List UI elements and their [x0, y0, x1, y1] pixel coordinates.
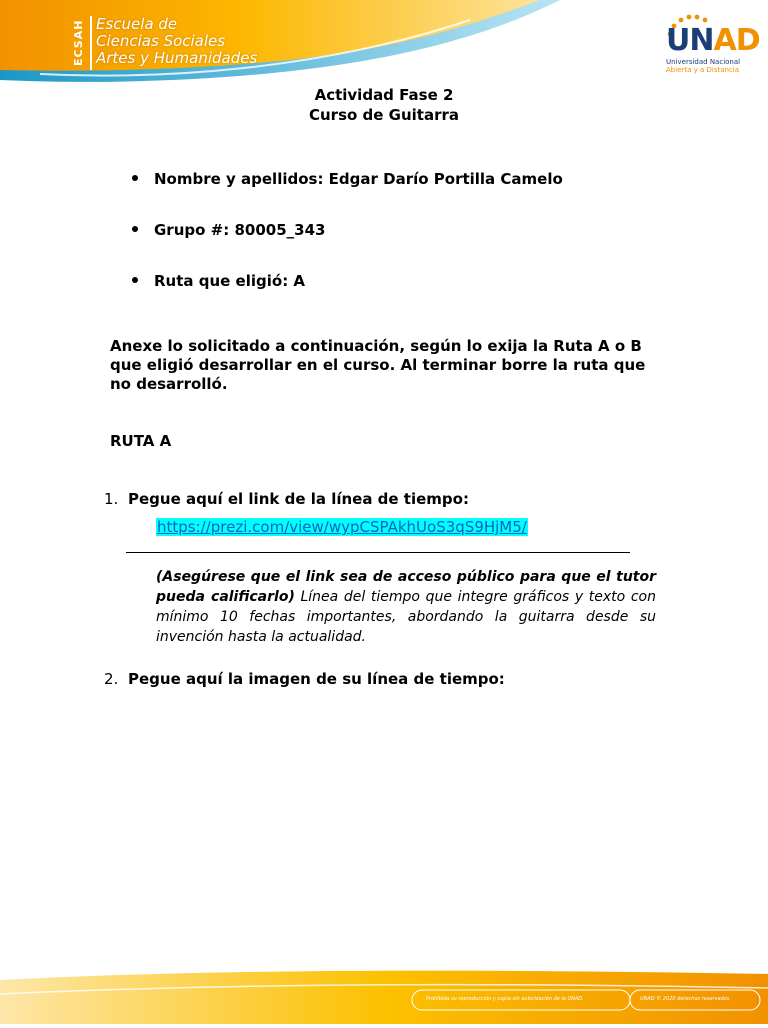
bullet-icon [132, 226, 138, 232]
logo-sub-line-1: Universidad Nacional [666, 58, 741, 66]
item-2-number: 2. [104, 670, 119, 688]
bullet-route [132, 272, 305, 290]
logo-subtitle [666, 58, 752, 74]
item-1 [104, 490, 469, 508]
logo-letters-ad: AD [713, 23, 760, 58]
school-line-3: Artes y Humanidades [96, 49, 258, 67]
school-name [96, 16, 257, 67]
school-line-1: Escuela de [96, 15, 178, 33]
note-text: Línea del tiempo que integre gráficos y texto con mínimo 10 fechas importantes, abordando la guitarra desde su invención hasta la actualidad. [156, 589, 656, 645]
timeline-link[interactable]: https://prezi.com/view/wypCSPAkhUoS3qS9HjM5/ [157, 518, 527, 536]
item-2-text: Pegue aquí la imagen de su línea de tiempo: [128, 670, 505, 688]
ecsah-tag: ECSAH [72, 19, 85, 67]
bullet-route-text: Ruta que eligió: A [154, 272, 306, 290]
note-bold-text: (Asegúrese que el link sea de acceso público para que el tutor pueda calificarlo) [156, 569, 656, 605]
instructions-paragraph: Anexe lo solicitado a continuación, según lo exija la Ruta A o B que eligió desarrollar en el curso. Al terminar borre la ruta que no desarrolló. [110, 337, 646, 393]
item-1-text: Pegue aquí el link de la línea de tiempo: [128, 490, 469, 508]
item-1-number: 1. [104, 490, 119, 508]
footer-copyright-notice: Prohibida su reproducción y copia sin autorización de la UNAD. [426, 996, 584, 1002]
bullet-icon [132, 277, 138, 283]
bullet-name [132, 170, 563, 188]
note-paragraph [156, 567, 656, 647]
logo-sub-line-2: Abierta y a Distancia [666, 66, 740, 74]
underline-rule [126, 552, 630, 553]
footer-rights: UNAD © 2020 derechos reservados [640, 996, 730, 1002]
footer-band [0, 966, 768, 1024]
header-band [0, 0, 768, 96]
logo-letter-u: U [666, 23, 690, 58]
bullet-icon [132, 175, 138, 181]
item-2 [104, 670, 505, 688]
footer-wave-graphic [0, 966, 768, 1024]
unad-logo [662, 14, 760, 84]
doc-title: Actividad Fase 2 [314, 86, 454, 104]
header-divider [90, 16, 92, 70]
school-line-2: Ciencias Sociales [96, 32, 226, 50]
logo-wordmark [666, 23, 760, 58]
bullet-group-text: Grupo #: 80005_343 [154, 221, 326, 239]
section-title-ruta-a: RUTA A [110, 432, 172, 450]
doc-subtitle: Curso de Guitarra [308, 106, 459, 124]
bullet-group [132, 221, 325, 239]
logo-letter-n: N [689, 23, 714, 58]
bullet-name-text: Nombre y apellidos: Edgar Darío Portilla Camelo [154, 170, 563, 188]
